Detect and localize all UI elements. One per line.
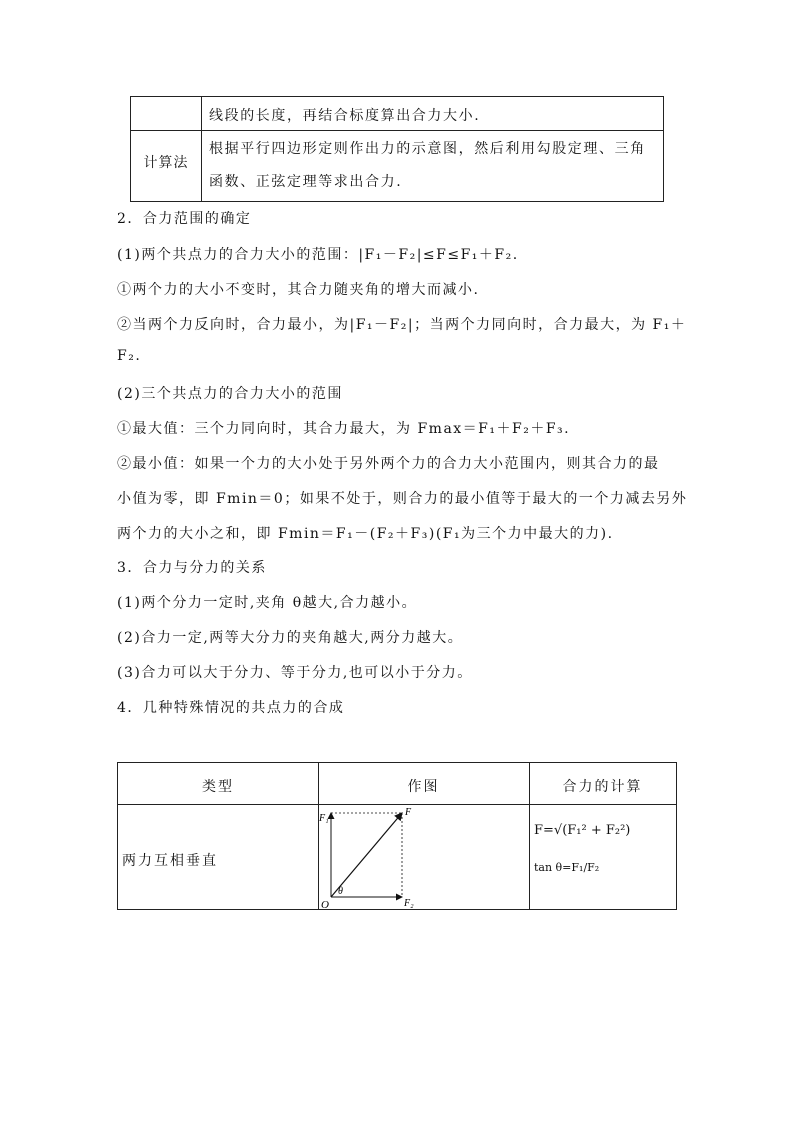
label-f1: F₁ bbox=[319, 813, 329, 824]
section2-p3-line1: ②当两个力反向时，合力最小，为|F₁－F₂|；当两个力同向时，合力最大，为 F₁＋ bbox=[117, 317, 687, 333]
section2-p2: ①两个力的大小不变时，其合力随夹角的增大而减小. bbox=[117, 282, 480, 298]
header-calculation: 合力的计算 bbox=[562, 779, 643, 795]
type-perpendicular: 两力互相垂直 bbox=[122, 853, 218, 869]
section3-heading: 3．合力与分力的关系 bbox=[117, 560, 267, 576]
label-f2: F₂ bbox=[404, 898, 414, 909]
section3-p1: (1)两个分力一定时,夹角 θ越大,合力越小。 bbox=[117, 595, 418, 611]
label-origin: O bbox=[321, 899, 329, 909]
header-type: 类型 bbox=[202, 779, 234, 795]
formula-magnitude: F=√(F₁² + F₂²) bbox=[534, 823, 631, 838]
section2-heading: 2．合力范围的确定 bbox=[117, 211, 252, 227]
section2-p1: (1)两个共点力的合力大小的范围：|F₁－F₂|≤F≤F₁＋F₂. bbox=[117, 247, 519, 263]
method-text-row1: 线段的长度，再结合标度算出合力大小. bbox=[209, 108, 481, 124]
special-cases-table bbox=[117, 762, 677, 910]
table-divider bbox=[131, 130, 663, 131]
force-diagram bbox=[318, 805, 529, 909]
header-figure: 作图 bbox=[407, 779, 440, 795]
method-label-column bbox=[131, 97, 202, 201]
section2-p3-line2: F₂. bbox=[117, 348, 142, 364]
section3-p2: (2)合力一定,两等大分力的夹角越大,两分力越大。 bbox=[117, 630, 464, 646]
method-text-row2-line2: 函数、正弦定理等求出合力. bbox=[209, 174, 403, 190]
method-label-calculation: 计算法 bbox=[143, 155, 189, 171]
section4-heading: 4．几种特殊情况的共点力的合成 bbox=[117, 700, 345, 716]
label-theta: θ bbox=[338, 886, 343, 897]
section2-p4: (2)三个共点力的合力大小的范围 bbox=[117, 386, 343, 402]
method-table bbox=[130, 96, 664, 202]
section2-p6-line2: 小值为零，即 Fmin＝0；如果不处于，则合力的最小值等于最大的一个力减去另外 bbox=[117, 491, 688, 507]
section2-p5: ①最大值：三个力同向时，其合力最大，为 Fmax＝F₁＋F₂＋F₃. bbox=[117, 421, 571, 437]
resultant-vector bbox=[331, 813, 402, 897]
section3-p3: (3)合力可以大于分力、等于分力,也可以小于分力。 bbox=[117, 665, 473, 681]
label-f: F bbox=[405, 807, 412, 818]
formula-angle: tan θ=F₁/F₂ bbox=[534, 861, 600, 874]
method-text-row2-line1: 根据平行四边形定则作出力的示意图，然后利用勾股定理、三角 bbox=[209, 141, 646, 157]
section2-p6-line3: 两个力的大小之和，即 Fmin＝F₁－(F₂＋F₃)(F₁为三个力中最大的力). bbox=[117, 526, 614, 542]
section2-p6-line1: ②最小值：如果一个力的大小处于另外两个力的合力大小范围内，则其合力的最 bbox=[117, 456, 660, 472]
